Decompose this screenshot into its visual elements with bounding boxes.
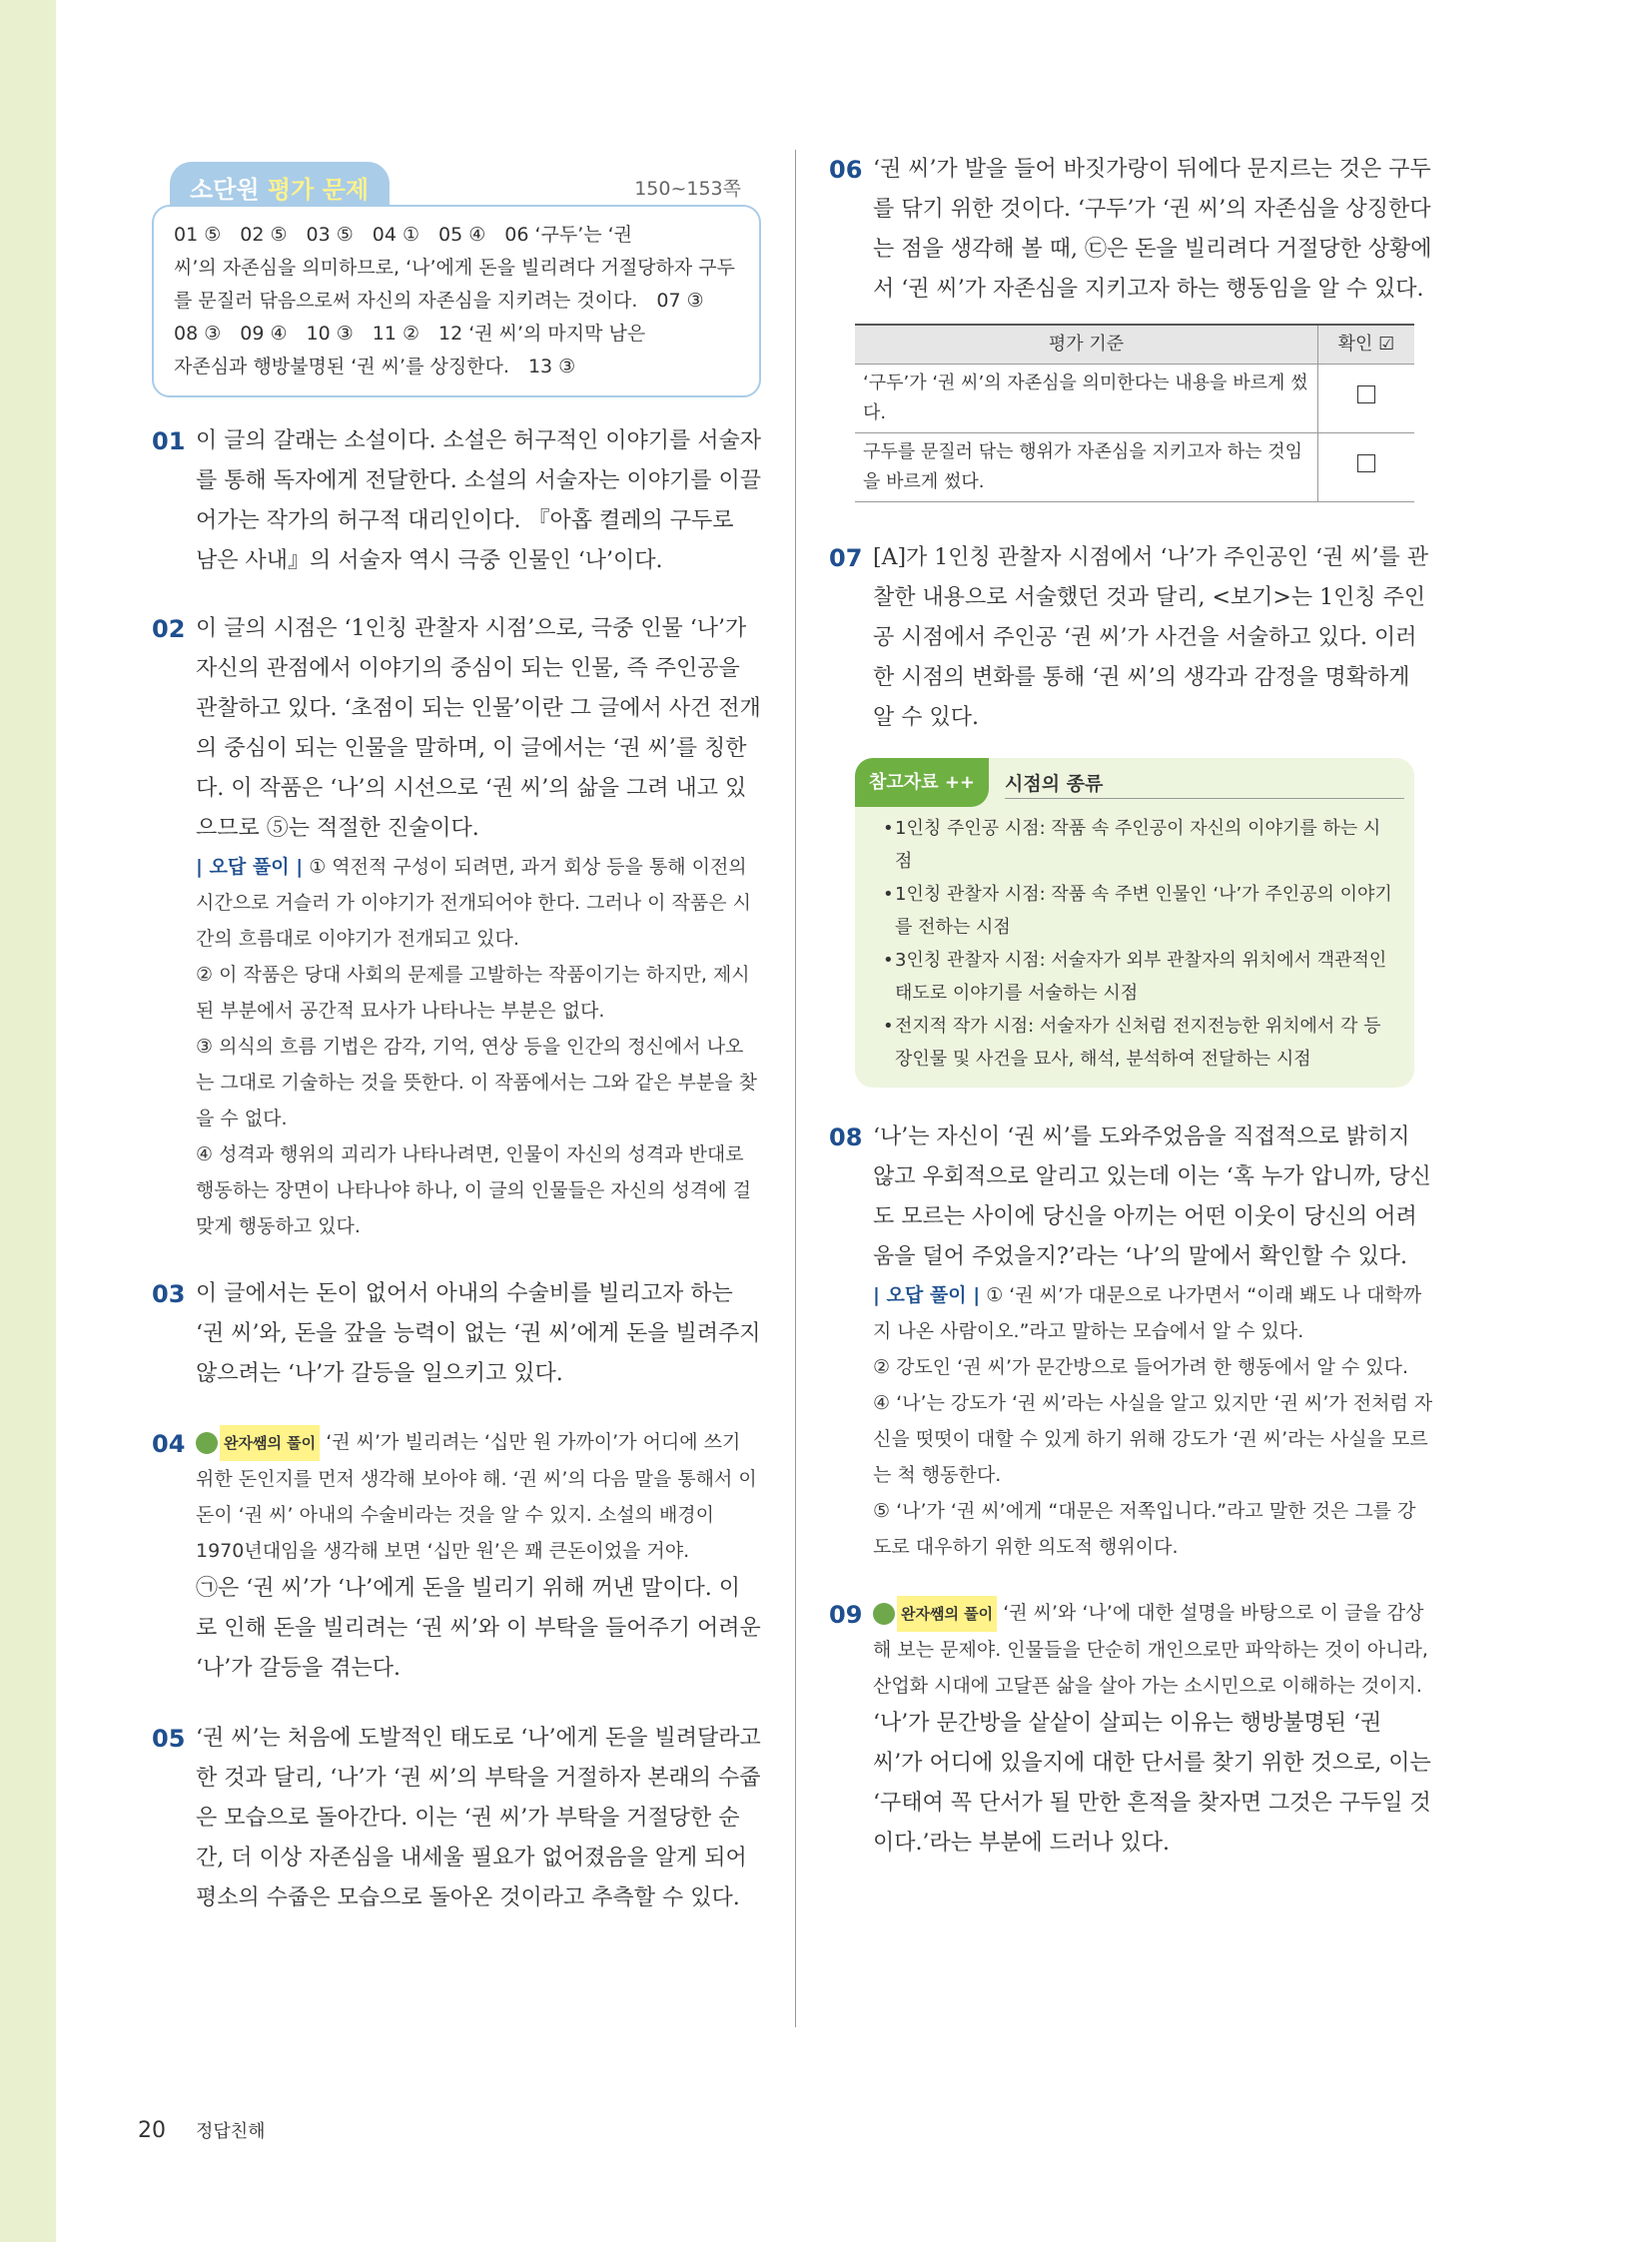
criteria-table	[855, 324, 1414, 502]
reference-box	[855, 758, 1414, 1088]
question-text: ‘나’가 문간방을 샅샅이 살피는 이유는 행방불명된 ‘권 씨’가 어디에 있을지에 대한 단서를 찾기 위한 것으로, 이는 ‘구태여 꼭 단서가 될 만한 흔적을 찾자면 그것은 구두일 것이다.’라는 부분에 드러나 있다.	[873, 1711, 1431, 1856]
answer-line: 씨’의 자존심을 의미하므로, ‘나’에게 돈을 빌리려다 거절당하자 구두	[174, 257, 735, 279]
reference-title: 시점의 종류	[1005, 773, 1104, 795]
question-01	[152, 421, 761, 581]
criteria-cell: 구두를 문질러 닦는 행위가 자존심을 지키고자 하는 것임을 바르게 썼다.	[855, 433, 1318, 502]
note: ① ‘권 씨’가 대문으로 나가면서 “이래 봬도 나 대학까지 나온 사람이오.”라고 말하는 모습에서 알 수 있다.	[873, 1284, 1422, 1342]
wrong-answer-notes	[873, 1277, 1433, 1565]
answer-box	[152, 205, 761, 397]
question-06	[829, 150, 1433, 310]
teacher-tag: 완자쌤의 풀이	[897, 1596, 997, 1632]
turtle-mascot-icon	[196, 1432, 218, 1454]
note: ④ 성격과 행위의 괴리가 나타나려면, 인물이 자신의 성격과 반대로 행동하는 장면이 나타나야 하나, 이 글의 인물들은 자신의 성격에 걸맞게 행동하고 있다.	[196, 1143, 751, 1237]
question-text: 이 글의 갈래는 소설이다. 소설은 허구적인 이야기를 서술자를 통해 독자에게 전달한다. 소설의 서술자는 이야기를 이끌어가는 작가의 허구적 대리인이다. 『아홉 켤레의 구두로 남은 사내』의 서술자 역시 극중 인물인 ‘나’이다.	[196, 428, 761, 573]
list-item: • 3인칭 관찰자 시점: 서술자가 외부 관찰자의 위치에서 객관적인 태도로 이야기를 서술하는 시점	[885, 944, 1394, 1010]
question-number: 08	[829, 1123, 863, 1151]
question-03	[152, 1274, 761, 1394]
note: ② 강도인 ‘권 씨’가 문간방으로 들어가려 한 행동에서 알 수 있다.	[873, 1356, 1409, 1378]
wrong-answer-tag: | 오답 풀이 |	[873, 1284, 981, 1306]
divider	[1005, 798, 1404, 799]
list-item: • 1인칭 관찰자 시점: 작품 속 주변 인물인 ‘나’가 주인공의 이야기를 전하는 시점	[885, 878, 1394, 944]
left-column	[152, 150, 761, 1918]
page-footer	[138, 2117, 266, 2143]
question-02	[152, 609, 761, 1244]
question-number: 04	[152, 1430, 186, 1458]
checkbox[interactable]	[1357, 454, 1375, 472]
question-text: [A]가 1인칭 관찰자 시점에서 ‘나’가 주인공인 ‘권 씨’를 관찰한 내용으로 서술했던 것과 달리, <보기>는 1인칭 주인공 시점에서 주인공 ‘권 씨’가 사건을 서술하고 있다. 이러한 시점의 변화를 통해 ‘권 씨’의 생각과 감정을 명확하게 알 수 있다.	[873, 545, 1429, 730]
table-row	[855, 365, 1414, 433]
checkbox[interactable]	[1357, 385, 1375, 403]
question-number: 02	[152, 615, 186, 643]
answer-pages: 150~153쪽	[634, 178, 741, 200]
question-08	[829, 1118, 1433, 1565]
answer-title: 소단원 평가 문제	[170, 162, 390, 206]
explanation-text: ‘권 씨’가 빌리려는 ‘십만 원 가까이’가 어디에 쓰기 위한 돈인지를 먼저 생각해 보아야 해. ‘권 씨’의 다음 말을 통해서 이 돈이 ‘권 씨’ 아내의 수술비라는 것을 알 수 있지. 소설의 배경이 1970년대임을 생각해 보면 ‘십만 원’은 꽤 큰돈이었을 거야.	[196, 1431, 757, 1562]
criteria-cell: ‘구두’가 ‘권 씨’의 자존심을 의미한다는 내용을 바르게 썼다.	[855, 365, 1318, 433]
column-divider	[795, 150, 796, 2027]
question-09	[829, 1595, 1433, 1864]
question-number: 07	[829, 544, 863, 572]
reference-header	[855, 758, 1414, 804]
question-text: ‘권 씨’는 처음에 도발적인 태도로 ‘나’에게 돈을 빌려달라고 한 것과 달리, ‘나’가 ‘권 씨’의 부탁을 거절하자 본래의 수줍은 모습으로 돌아간다. 이는 ‘권 씨’가 부탁을 거절당한 순간, 더 이상 자존심을 내세울 필요가 없어졌음을 알게 되어 평소의 수줍은 모습으로 돌아온 것이라고 추측할 수 있다.	[196, 1726, 761, 1910]
question-text: ‘권 씨’가 발을 들어 바짓가랑이 뒤에다 문지르는 것은 구두를 닦기 위한 것이다. ‘구두’가 ‘권 씨’의 자존심을 상징한다는 점을 생각해 볼 때, ㉢은 돈을 빌리려다 거절당한 상황에서 ‘권 씨’가 자존심을 지키고자 하는 행동임을 알 수 있다.	[873, 157, 1432, 302]
wrong-answer-notes	[196, 849, 761, 1244]
question-text: 이 글의 시점은 ‘1인칭 관찰자 시점’으로, 극중 인물 ‘나’가 자신의 관점에서 이야기의 중심이 되는 인물, 즉 주인공을 관찰하고 있다. ‘초점이 되는 인물’이란 그 글에서 사건 전개의 중심이 되는 인물을 말하며, 이 글에서는 ‘권 씨’를 칭한다. 이 작품은 ‘나’의 시선으로 ‘권 씨’의 삶을 그려 내고 있으므로 ⑤는 적절한 진술이다.	[196, 616, 761, 841]
list-item: • 1인칭 주인공 시점: 작품 속 주인공이 자신의 이야기를 하는 시점	[885, 812, 1394, 878]
answer-line: 자존심과 행방불명된 ‘권 씨’를 상징한다. 13 ③	[174, 356, 576, 377]
question-05	[152, 1719, 761, 1918]
turtle-mascot-icon	[873, 1603, 895, 1625]
question-number: 01	[152, 427, 186, 455]
question-number: 09	[829, 1601, 863, 1629]
wrong-answer-tag: | 오답 풀이 |	[196, 856, 304, 878]
page-number: 20	[138, 2118, 166, 2143]
question-number: 03	[152, 1280, 186, 1308]
question-text: 이 글에서는 돈이 없어서 아내의 수술비를 빌리고자 하는 ‘권 씨’와, 돈을 갚을 능력이 없는 ‘권 씨’에게 돈을 빌려주지 않으려는 ‘나’가 갈등을 일으키고 있다.	[196, 1281, 761, 1386]
note: ① 역전적 구성이 되려면, 과거 회상 등을 통해 이전의 시간으로 거슬러 가 이야기가 전개되어야 한다. 그러나 이 작품은 시간의 흐름대로 이야기가 전개되고 있다.	[196, 856, 751, 950]
criteria-header: 평가 기준	[855, 325, 1318, 365]
right-column	[829, 150, 1433, 1864]
question-04	[152, 1424, 761, 1689]
list-item: • 전지적 작가 시점: 서술자가 신처럼 전지전능한 위치에서 각 등장인물 및 사건을 묘사, 해석, 분석하여 전달하는 시점	[885, 1010, 1394, 1076]
question-text: ㉠은 ‘권 씨’가 ‘나’에게 돈을 빌리기 위해 꺼낸 말이다. 이로 인해 돈을 빌리려는 ‘권 씨’와 이 부탁을 들어주기 어려운 ‘나’가 갈등을 겪는다.	[196, 1576, 761, 1681]
table-row	[855, 433, 1414, 502]
note: ⑤ ‘나’가 ‘권 씨’에게 “대문은 저쪽입니다.”라고 말한 것은 그를 강도로 대우하기 위한 의도적 행위이다.	[873, 1500, 1416, 1558]
answer-line: 를 문질러 닦음으로써 자신의 자존심을 지키려는 것이다. 07 ③	[174, 290, 704, 312]
question-number: 06	[829, 156, 863, 184]
side-strip	[0, 0, 56, 2242]
explanation-text: ‘권 씨’와 ‘나’에 대한 설명을 바탕으로 이 글을 감상해 보는 문제야. 인물들을 단순히 개인으로만 파악하는 것이 아니라, 산업화 시대에 고달픈 삶을 살아 가는 소시민으로 이해하는 것이지.	[873, 1602, 1428, 1697]
question-text: ‘나’는 자신이 ‘권 씨’를 도와주었음을 직접적으로 밝히지 않고 우회적으로 알리고 있는데 이는 ‘혹 누가 압니까, 당신도 모르는 사이에 당신을 아끼는 어떤 이웃이 당신의 어려움을 덜어 주었을지?’라는 ‘나’의 말에서 확인할 수 있다.	[873, 1124, 1431, 1269]
note: ③ 의식의 흐름 기법은 감각, 기억, 연상 등을 인간의 정신에서 나오는 그대로 기술하는 것을 뜻한다. 이 작품에서는 그와 같은 부분을 찾을 수 없다.	[196, 1036, 757, 1129]
question-07	[829, 538, 1433, 738]
teacher-explanation	[196, 1424, 761, 1569]
book-label: 정답친해	[196, 2121, 266, 2142]
note: ④ ‘나’는 강도가 ‘권 씨’라는 사실을 알고 있지만 ‘권 씨’가 전처럼 자신을 떳떳이 대할 수 있게 하기 위해 강도가 ‘권 씨’라는 사실을 모르는 척 행동한다.	[873, 1392, 1433, 1486]
reference-tag: 참고자료 ++	[855, 758, 989, 807]
answer-line: 01 ⑤ 02 ⑤ 03 ⑤ 04 ① 05 ④ 06 ‘구두’는 ‘권	[174, 224, 633, 246]
answer-line: 08 ③ 09 ④ 10 ③ 11 ② 12 ‘권 씨’의 마지막 남은	[174, 323, 646, 345]
answer-header	[152, 150, 761, 205]
note: ② 이 작품은 당대 사회의 문제를 고발하는 작품이기는 하지만, 제시된 부분에서 공간적 묘사가 나타나는 부분은 없다.	[196, 964, 750, 1022]
reference-list	[855, 812, 1414, 1076]
teacher-explanation	[873, 1595, 1433, 1704]
question-number: 05	[152, 1725, 186, 1753]
teacher-tag: 완자쌤의 풀이	[220, 1425, 320, 1461]
check-header: 확인 ☑	[1318, 325, 1415, 365]
